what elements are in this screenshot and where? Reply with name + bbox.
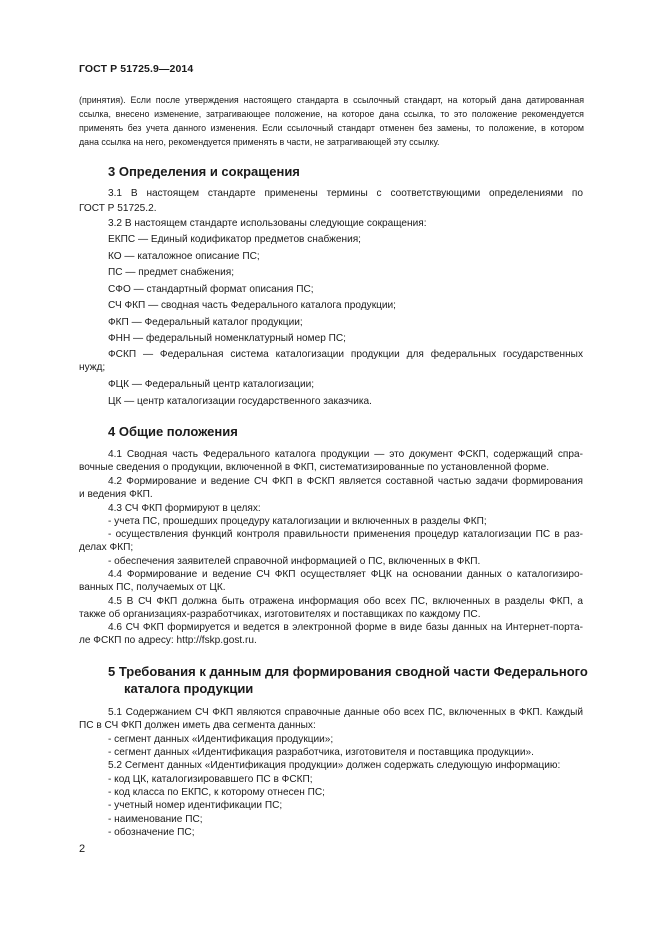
abbreviation-item-continued: нужд; [79, 362, 106, 373]
section-4-line: делах ФКП; [79, 542, 134, 553]
section-5-heading-continued: каталога продукции [124, 681, 254, 696]
paragraph-3-2: 3.2 В настоящем стандарте использованы следующие сокращения: [108, 218, 427, 229]
section-5-line: - код ЦК, каталогизировавшего ПС в ФСКП; [108, 774, 313, 785]
document-header: ГОСТ Р 51725.9—2014 [79, 63, 194, 75]
section-5-line: - сегмент данных «Идентификация разработчика, изготовителя и поставщика продукции». [108, 747, 534, 758]
section-4-line: - учета ПС, прошедших процедуру каталогизации и включенных в разделы ФКП; [108, 516, 487, 527]
abbreviation-item: ФЦК — Федеральный центр каталогизации; [108, 379, 315, 390]
section-4-line: 4.1 Сводная часть Федерального каталога продукции — это документ ФСКП, содержащий спра- [108, 449, 583, 460]
abbreviation-item: ПС — предмет снабжения; [108, 267, 235, 278]
abbreviation-item: ФНН — федеральный номенклатурный номер ПС; [108, 333, 346, 344]
section-5-line: - обозначение ПС; [108, 827, 195, 838]
intro-note-line: ссылка, внесено изменение, затрагивающее положение, на которое дана ссылка, то это положение рекомендуется [79, 109, 584, 119]
section-5-line: 5.1 Содержанием СЧ ФКП являются справочные данные обо всех ПС, включенных в ФКП. Каждый [108, 707, 583, 718]
abbreviation-item: СФО — стандартный формат описания ПС; [108, 284, 314, 295]
section-5-line: ПС в СЧ ФКП должен иметь два сегмента данных: [79, 720, 316, 731]
abbreviation-item: ФКП — Федеральный каталог продукции; [108, 317, 303, 328]
section-4-line: вочные сведения о продукции, включенной в ФКП, систематизированные по установленной форме. [79, 462, 550, 473]
section-4-line: 4.3 СЧ ФКП формируют в целях: [108, 503, 261, 514]
paragraph-3-1-line: ГОСТ Р 51725.2. [79, 203, 157, 214]
section-5-heading: 5 Требования к данным для формирования сводной части Федерального [108, 664, 588, 679]
abbreviation-item: КО — каталожное описание ПС; [108, 251, 260, 262]
section-3-heading: 3 Определения и сокращения [108, 164, 300, 179]
intro-note-line: применять без учета данного изменения. Если ссылочный стандарт отменен без замены, то положение, в котором [79, 123, 584, 133]
section-4-line: 4.4 Формирование и ведение СЧ ФКП осуществляет ФЦК на основании данных о каталогизиро- [108, 569, 583, 580]
section-4-line: ле ФСКП по адресу: http://fskp.gost.ru. [79, 635, 257, 646]
section-4-line: 4.2 Формирование и ведение СЧ ФКП в ФСКП является составной частью задачи формирования [108, 476, 583, 487]
section-4-line: и ведения ФКП. [79, 489, 153, 500]
abbreviation-item: ФСКП — Федеральная система каталогизации продукции для федеральных государственных [108, 349, 583, 360]
page-number: 2 [79, 843, 86, 855]
section-4-line: - обеспечения заявителей справочной информацией о ПС, включенных в ФКП. [108, 556, 481, 567]
abbreviation-item: СЧ ФКП — сводная часть Федерального каталога продукции; [108, 300, 396, 311]
section-4-line: - осуществления функций контроля правильности применения процедур каталогизации ПС в раз- [108, 529, 583, 540]
section-5-line: - наименование ПС; [108, 814, 203, 825]
section-5-line: - учетный номер идентификации ПС; [108, 800, 283, 811]
paragraph-3-1-line: 3.1 В настоящем стандарте применены термины с соответствующими определениями по [108, 188, 583, 199]
section-5-line: 5.2 Сегмент данных «Идентификация продукции» должен содержать следующую информацию: [108, 760, 561, 771]
abbreviation-item: ЦК — центр каталогизации государственного заказчика. [108, 396, 372, 407]
section-4-line: ванных ПС, получаемых от ЦК. [79, 582, 226, 593]
section-4-line: также об организациях-разработчиках, изготовителях и поставщиках по каждому ПС. [79, 609, 481, 620]
section-5-line: - сегмент данных «Идентификация продукции»; [108, 734, 334, 745]
intro-note-line: (принятия). Если после утверждения настоящего стандарта в ссылочный стандарт, на который дана датированная [79, 95, 584, 105]
intro-note-line: дана ссылка на него, рекомендуется применять в части, не затрагивающей эту ссылку. [79, 137, 440, 147]
section-4-line: 4.6 СЧ ФКП формируется и ведется в электронной форме в виде базы данных на Интернет-порта- [108, 622, 583, 633]
abbreviation-item: ЕКПС — Единый кодификатор предметов снабжения; [108, 234, 361, 245]
section-4-line: 4.5 В СЧ ФКП должна быть отражена информация обо всех ПС, включенных в разделы ФКП, а [108, 596, 583, 607]
section-5-line: - код класса по ЕКПС, к которому отнесен ПС; [108, 787, 325, 798]
section-4-heading: 4 Общие положения [108, 424, 238, 439]
